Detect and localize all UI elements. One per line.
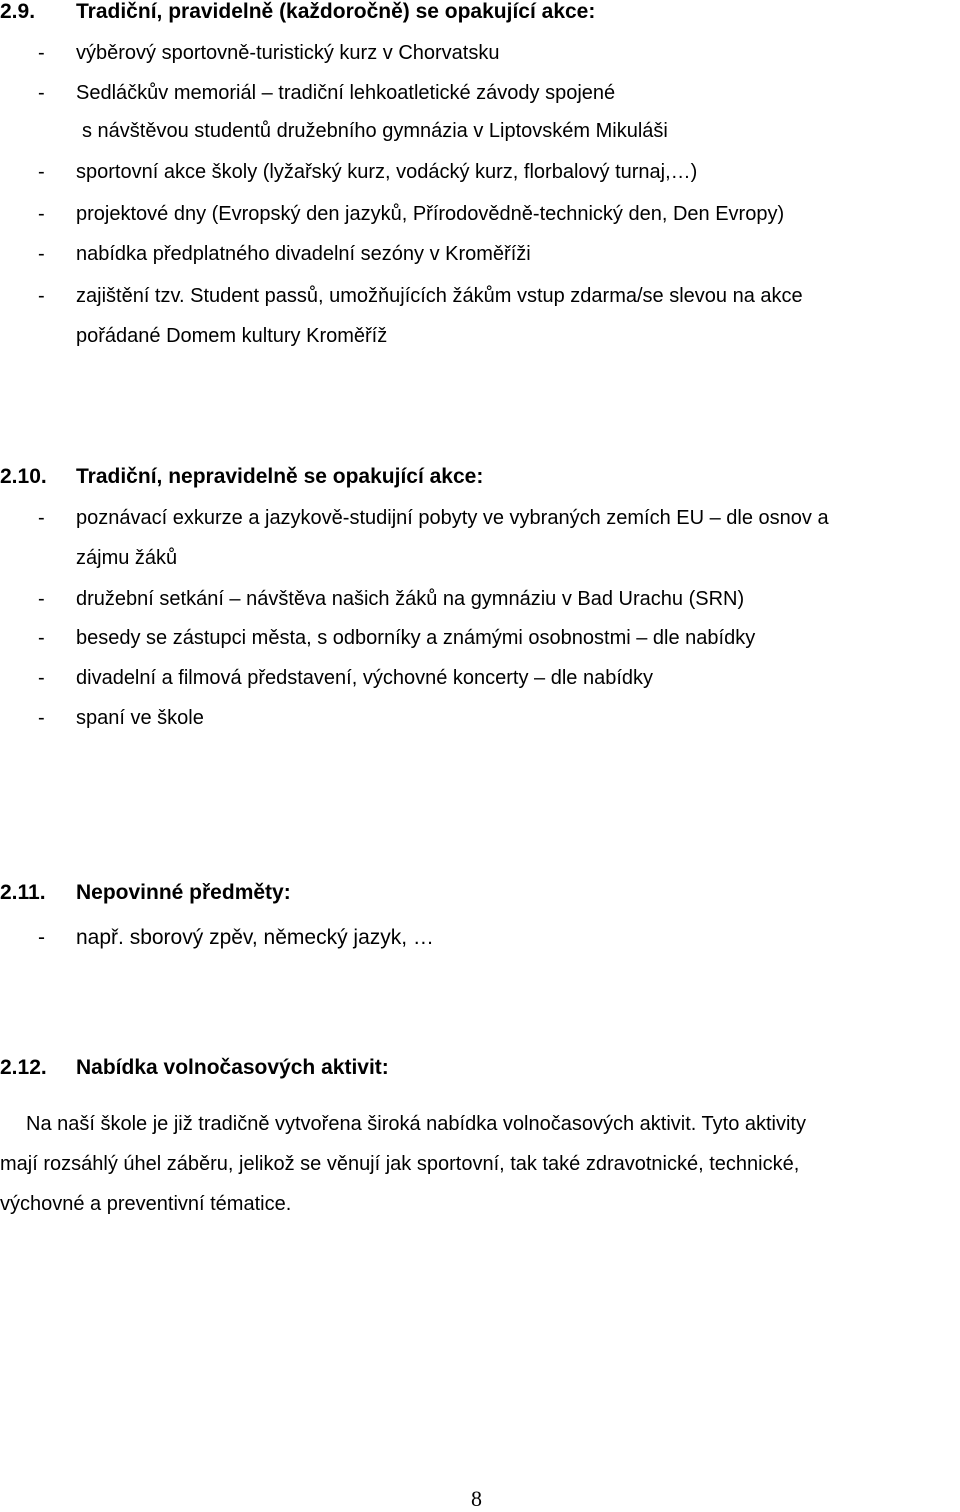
list-dash: - bbox=[38, 926, 45, 949]
list-item-text: poznávací exkurze a jazykově-studijní pobyty ve vybraných zemích EU – dle osnov a bbox=[76, 507, 829, 529]
list-dash: - bbox=[38, 707, 45, 729]
section-title: Tradiční, nepravidelně se opakující akce: bbox=[76, 465, 484, 488]
list-item-text: družební setkání – návštěva našich žáků na gymnáziu v Bad Urachu (SRN) bbox=[76, 588, 745, 610]
list-item-text: zájmu žáků bbox=[76, 547, 178, 569]
list-item-text: sportovní akce školy (lyžařský kurz, vodácký kurz, florbalový turnaj,…) bbox=[76, 161, 698, 183]
list-dash: - bbox=[38, 243, 45, 265]
list-dash: - bbox=[38, 42, 45, 64]
section-title: Nepovinné předměty: bbox=[76, 881, 291, 904]
list-dash: - bbox=[38, 588, 45, 610]
list-item-text: besedy se zástupci města, s odborníky a známými osobnostmi – dle nabídky bbox=[76, 627, 756, 649]
list-dash: - bbox=[38, 161, 45, 183]
list-dash: - bbox=[38, 285, 45, 307]
list-dash: - bbox=[38, 667, 45, 689]
section-number: 2.9. bbox=[0, 0, 36, 23]
list-dash: - bbox=[38, 507, 45, 529]
list-dash: - bbox=[38, 203, 45, 225]
section-number: 2.12. bbox=[0, 1056, 47, 1079]
list-dash: - bbox=[38, 627, 45, 649]
section-title: Tradiční, pravidelně (každoročně) se opakující akce: bbox=[76, 0, 596, 23]
section-number: 2.10. bbox=[0, 465, 47, 488]
list-item-text: nabídka předplatného divadelní sezóny v Kroměříži bbox=[76, 243, 531, 265]
list-item-text: Sedláčkův memoriál – tradiční lehkoatletické závody spojené bbox=[76, 82, 616, 104]
section-number: 2.11. bbox=[0, 881, 46, 904]
list-item-text: pořádané Domem kultury Kroměříž bbox=[76, 325, 388, 347]
list-item-text: spaní ve škole bbox=[76, 707, 204, 729]
list-item-text: s návštěvou studentů družebního gymnázia v Liptovském Mikuláši bbox=[82, 120, 668, 142]
list-item-text: zajištění tzv. Student passů, umožňujících žákům vstup zdarma/se slevou na akce bbox=[76, 285, 803, 307]
section-title: Nabídka volnočasových aktivit: bbox=[76, 1056, 389, 1079]
list-item-text: divadelní a filmová představení, výchovné koncerty – dle nabídky bbox=[76, 667, 653, 689]
list-item-text: např. sborový zpěv, německý jazyk, … bbox=[76, 926, 434, 949]
paragraph-text: mají rozsáhlý úhel záběru, jelikož se věnují jak sportovní, tak také zdravotnické, technické, bbox=[0, 1153, 800, 1175]
list-item-text: projektové dny (Evropský den jazyků, Přírodovědně-technický den, Den Evropy) bbox=[76, 203, 785, 225]
page-number: 8 bbox=[471, 1486, 482, 1511]
list-dash: - bbox=[38, 82, 45, 104]
list-item-text: výběrový sportovně-turistický kurz v Chorvatsku bbox=[76, 42, 500, 64]
paragraph-text: výchovné a preventivní tématice. bbox=[0, 1193, 292, 1215]
paragraph-text: Na naší škole je již tradičně vytvořena široká nabídka volnočasových aktivit. Tyto aktivity bbox=[26, 1113, 806, 1135]
